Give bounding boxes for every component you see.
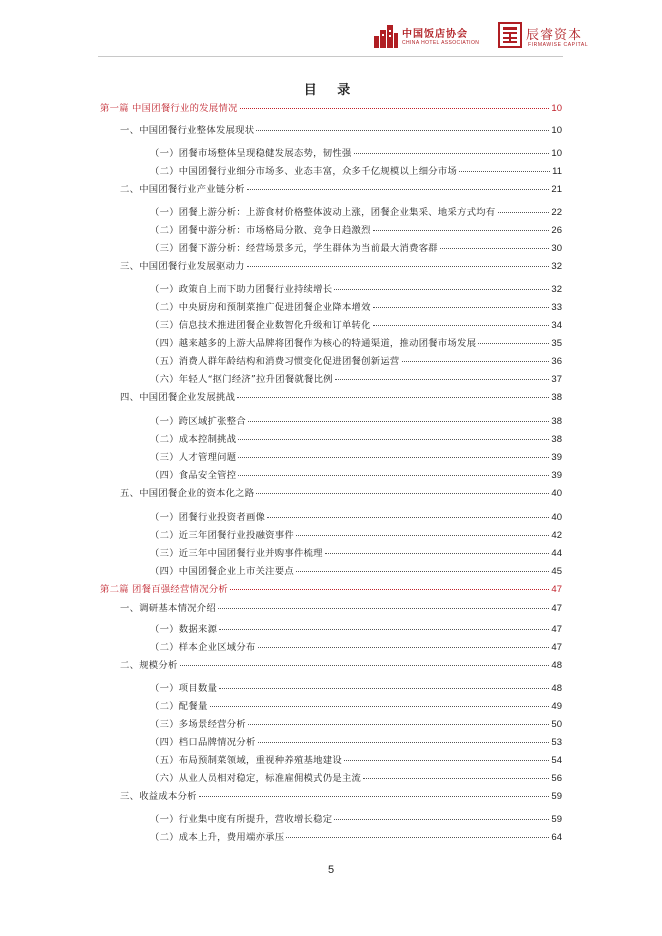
toc-part-entry[interactable] [100,581,562,595]
toc-leader-dots [459,171,550,172]
toc-leader-dots [247,189,550,190]
toc-entry-label: 第二篇 团餐百强经营情况分析 [100,584,229,595]
toc-leader-dots [237,397,549,398]
toc-entry-label: 三、中国团餐行业发展驱动力 [120,261,245,272]
toc-entry-label: （一）数据来源 [150,624,218,635]
toc-entry-label: （一）团餐市场整体呈现稳健发展态势，韧性强 [150,148,352,159]
toc-entry-page: 48 [551,660,562,671]
toc-section-entry[interactable] [100,413,562,427]
toc-section-entry[interactable] [100,563,562,577]
toc-leader-dots [247,266,550,267]
toc-entry-page: 47 [551,584,562,595]
toc-entry-page: 47 [551,642,562,653]
toc-section-entry[interactable] [100,680,562,694]
toc-entry-label: 一、中国团餐行业整体发展现状 [120,125,255,136]
toc-entry-label: （四）中国团餐企业上市关注要点 [150,566,294,577]
toc-entry-label: 三、收益成本分析 [120,791,197,802]
toc-entry-label: （一）团餐上游分析：上游食材价格整体波动上涨，团餐企业集采、地采方式均有 [150,207,496,218]
toc-section-entry[interactable] [100,527,562,541]
toc-entry-page: 32 [551,261,562,272]
toc-section-entry[interactable] [100,698,562,712]
toc-entry-label: 四、中国团餐企业发展挑战 [120,392,236,403]
toc-leader-dots [199,796,550,797]
toc-entry-page: 34 [551,320,562,331]
toc-entry-label: （二）团餐中游分析：市场格局分散、竞争日趋激烈 [150,225,371,236]
toc-entry-page: 59 [551,814,562,825]
toc-section-entry[interactable] [100,163,562,177]
toc-entry-label: 第一篇 中国团餐行业的发展情况 [100,103,238,114]
toc-entry-page: 36 [551,356,562,367]
toc-leader-dots [267,517,549,518]
toc-chapter-entry[interactable] [100,600,562,614]
toc-entry-label: （四）越来越多的上游大品牌将团餐作为核心的特通渠道，推动团餐市场发展 [150,338,477,349]
toc-section-entry[interactable] [100,353,562,367]
toc-section-entry[interactable] [100,829,562,843]
toc-section-entry[interactable] [100,335,562,349]
toc-section-entry[interactable] [100,145,562,159]
firmawise-capital-logo [498,22,598,54]
toc-entry-label: （二）成本控制挑战 [150,434,237,445]
toc-leader-dots [498,212,550,213]
toc-section-entry[interactable] [100,770,562,784]
toc-entry-label: 五、中国团餐企业的资本化之路 [120,488,255,499]
toc-section-entry[interactable] [100,509,562,523]
page-number: 5 [327,864,335,876]
toc-leader-dots [238,439,549,440]
toc-section-entry[interactable] [100,545,562,559]
toc-part-entry[interactable] [100,100,562,114]
toc-entry-label: （二）成本上升，费用端亦承压 [150,832,285,843]
toc-entry-page: 48 [551,683,562,694]
toc-entry-label: （四）档口品牌情况分析 [150,737,256,748]
toc-entry-page: 54 [551,755,562,766]
toc-section-entry[interactable] [100,204,562,218]
toc-leader-dots [258,742,550,743]
toc-leader-dots [219,629,549,630]
toc-entry-label: （三）团餐下游分析：经营场景多元，学生群体为当前最大消费客群 [150,243,438,254]
toc-chapter-entry[interactable] [100,657,562,671]
toc-leader-dots [325,553,550,554]
toc-entry-page: 38 [551,392,562,403]
toc-leader-dots [334,819,549,820]
toc-entry-label: （六）从业人员相对稳定，标准雇佣模式仍是主流 [150,773,362,784]
toc-leader-dots [286,837,549,838]
toc-entry-page: 59 [551,791,562,802]
toc-section-entry[interactable] [100,639,562,653]
toc-section-entry[interactable] [100,371,562,385]
toc-entry-label: （三）人才管理问题 [150,452,237,463]
header-divider [98,56,563,57]
toc-entry-label: （二）样本企业区域分布 [150,642,256,653]
toc-entry-label: （四）食品安全管控 [150,470,237,481]
toc-chapter-entry[interactable] [100,485,562,499]
toc-entry-page: 64 [551,832,562,843]
toc-section-entry[interactable] [100,467,562,481]
toc-entry-page: 10 [551,125,562,136]
toc-section-entry[interactable] [100,431,562,445]
page-header [0,0,662,60]
toc-leader-dots [373,325,550,326]
toc-leader-dots [373,230,550,231]
toc-leader-dots [248,724,549,725]
toc-entry-page: 47 [551,603,562,614]
toc-entry-page: 10 [551,148,562,159]
toc-leader-dots [296,571,549,572]
toc-entry-page: 40 [551,488,562,499]
toc-entry-label: （五）布局预制菜领域，重视种养殖基地建设 [150,755,342,766]
toc-entry-label: （二）近三年团餐行业投融资事件 [150,530,294,541]
toc-chapter-entry[interactable] [100,181,562,195]
toc-leader-dots [440,248,550,249]
toc-entry-label: （三）信息技术推进团餐企业数智化升级和订单转化 [150,320,371,331]
toc-section-entry[interactable] [100,281,562,295]
toc-leader-dots [240,108,550,109]
toc-entry-label: 二、中国团餐行业产业链分析 [120,184,245,195]
toc-entry-page: 50 [551,719,562,730]
toc-entry-page: 39 [551,470,562,481]
toc-chapter-entry[interactable] [100,788,562,802]
toc-entry-page: 10 [551,103,562,114]
toc-leader-dots [256,130,549,131]
toc-leader-dots [210,706,550,707]
toc-entry-page: 26 [551,225,562,236]
toc-entry-page: 42 [551,530,562,541]
toc-section-entry[interactable] [100,621,562,635]
toc-entry-page: 32 [551,284,562,295]
toc-entry-page: 30 [551,243,562,254]
toc-entry-label: （三）近三年中国团餐行业并购事件梳理 [150,548,323,559]
toc-entry-label: （一）团餐行业投资者画像 [150,512,266,523]
logo-left-subtitle: CHINA HOTEL ASSOCIATION [402,40,480,46]
toc-entry-page: 22 [551,207,562,218]
toc-leader-dots [335,379,550,380]
toc-section-entry[interactable] [100,240,562,254]
toc-entry-page: 21 [551,184,562,195]
toc-entry-label: （二）中央厨房和预制菜推广促进团餐企业降本增效 [150,302,371,313]
toc-entry-page: 39 [551,452,562,463]
logo-right-subtitle: FIRMAWISE CAPITAL [528,42,589,48]
china-hotel-association-logo [372,22,492,52]
toc-leader-dots [238,475,549,476]
logo-right-name: 辰睿资本 [526,28,583,43]
toc-entry-label: （一）政策自上而下助力团餐行业持续增长 [150,284,333,295]
toc-section-entry[interactable] [100,317,562,331]
toc-entry-page: 56 [551,773,562,784]
toc-leader-dots [354,153,550,154]
toc-chapter-entry[interactable] [100,122,562,136]
toc-entry-page: 49 [551,701,562,712]
toc-entry-label: （一）行业集中度有所提升，营收增长稳定 [150,814,333,825]
toc-leader-dots [344,760,549,761]
toc-section-entry[interactable] [100,449,562,463]
toc-entry-label: （五）消费人群年龄结构和消费习惯变化促进团餐创新运营 [150,356,400,367]
toc-entry-label: （六）年轻人“抠门经济”拉升团餐就餐比例 [150,374,333,385]
toc-leader-dots [402,361,550,362]
toc-section-entry[interactable] [100,222,562,236]
toc-entry-page: 38 [551,416,562,427]
toc-entry-label: （一）跨区域扩张整合 [150,416,246,427]
toc-entry-page: 53 [551,737,562,748]
toc-entry-page: 45 [551,566,562,577]
toc-entry-page: 38 [551,434,562,445]
toc-entry-page: 47 [551,624,562,635]
toc-leader-dots [248,421,549,422]
toc-section-entry[interactable] [100,734,562,748]
toc-section-entry[interactable] [100,716,562,730]
toc-leader-dots [180,665,550,666]
toc-entry-page: 33 [551,302,562,313]
toc-leader-dots [478,343,549,344]
toc-entry-label: （二）中国团餐行业细分市场多、业态丰富，众多千亿规模以上细分市场 [150,166,458,177]
toc-leader-dots [218,608,549,609]
toc-leader-dots [373,307,550,308]
toc-leader-dots [238,457,549,458]
toc-entry-label: （二）配餐量 [150,701,208,712]
toc-entry-label: 一、调研基本情况介绍 [120,603,216,614]
toc-leader-dots [256,493,549,494]
toc-entry-label: 二、规模分析 [120,660,178,671]
toc-section-entry[interactable] [100,811,562,825]
toc-title: 目 录 [303,83,359,98]
toc-leader-dots [363,778,549,779]
toc-leader-dots [334,289,549,290]
toc-leader-dots [219,688,549,689]
toc-entry-page: 40 [551,512,562,523]
toc-entry-label: （三）多场景经营分析 [150,719,246,730]
seal-logo-icon [498,22,522,48]
toc-leader-dots [258,647,550,648]
toc-entry-label: （一）项目数量 [150,683,218,694]
logo-left-name: 中国饭店协会 [402,29,468,40]
toc-entry-page: 11 [552,166,562,177]
toc-chapter-entry[interactable] [100,258,562,272]
toc-section-entry[interactable] [100,299,562,313]
toc-entry-page: 35 [551,338,562,349]
toc-leader-dots [230,589,549,590]
building-logo-icon [372,22,400,50]
toc-section-entry[interactable] [100,752,562,766]
toc-chapter-entry[interactable] [100,389,562,403]
toc-leader-dots [296,535,549,536]
toc-entry-page: 44 [551,548,562,559]
toc-entry-page: 37 [551,374,562,385]
